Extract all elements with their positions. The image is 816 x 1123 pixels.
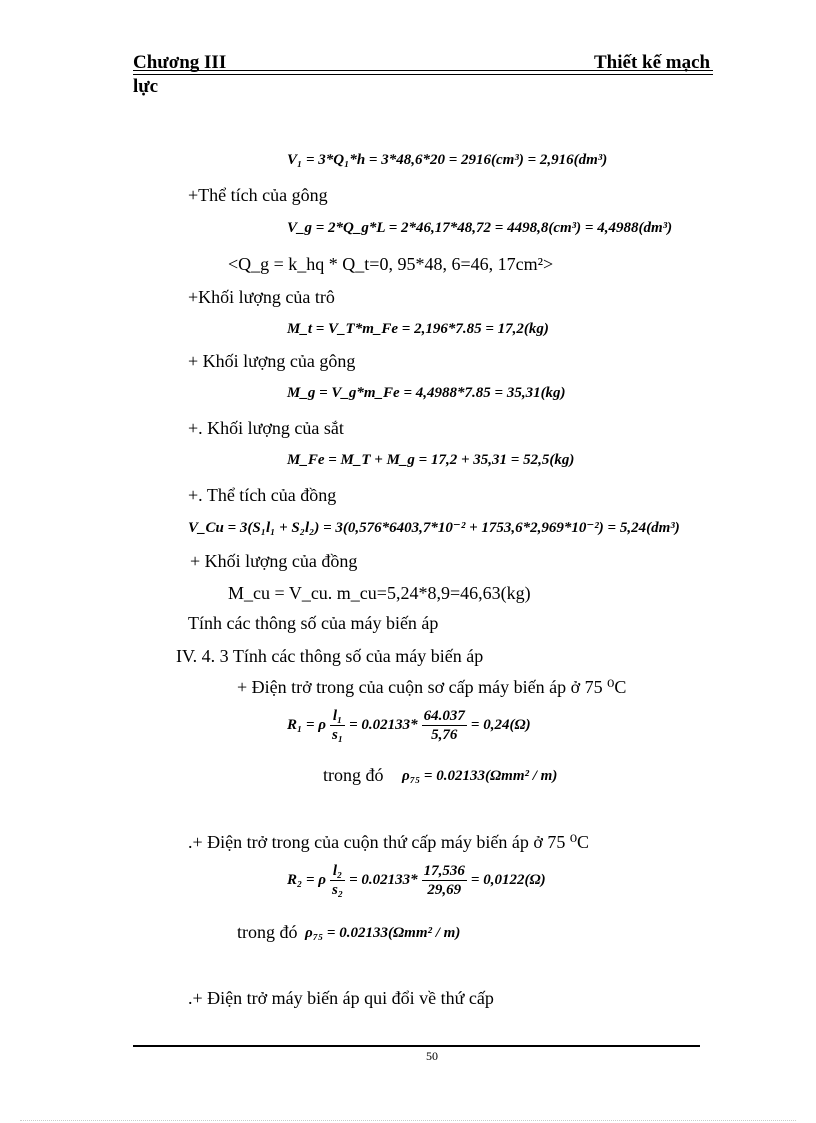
- r2-frac-den: s₂: [332, 882, 344, 898]
- equation-vt: V₁ = 3*Q₁*h = 3*48,6*20 = 2916(cm³) = 2,916(dm³): [287, 152, 608, 168]
- equation-vg: V_g = 2*Q_g*L = 2*46,17*48,72 = 4498,8(cm³) = 4,4988(dm³): [287, 220, 673, 236]
- r2-where: trong đó: [237, 922, 298, 942]
- vol-dong-label: +. Thể tích của đồng: [188, 485, 337, 505]
- mass-sat-label: +. Khối lượng của sắt: [188, 418, 344, 438]
- equation-r2: [287, 862, 546, 899]
- equation-mg: M_g = V_g*m_Fe = 4,4988*7.85 = 35,31(kg): [287, 385, 566, 401]
- chapter-title: Thiết kế mạch: [594, 52, 711, 73]
- vol-gong-label: +Thể tích của gông: [188, 185, 328, 205]
- footer-rule: [133, 1045, 700, 1047]
- r1-frac-den: s₁: [332, 727, 344, 743]
- r1-mid: = 0.02133*: [349, 717, 418, 733]
- r-ref-label: .+ Điện trở máy biến áp qui đổi về thứ cấp: [188, 988, 494, 1008]
- r1-fraction: [330, 707, 345, 744]
- page-number: 50: [426, 1049, 438, 1063]
- chapter-label: Chương III: [133, 52, 227, 73]
- r1-rhs: = 0,24(Ω): [470, 717, 531, 733]
- equation-r1: [287, 707, 531, 744]
- r1-fraction-2: [422, 707, 467, 744]
- r2-fraction-2: [422, 862, 467, 899]
- r2-rhs: = 0,0122(Ω): [470, 872, 546, 888]
- equation-vcu: V_Cu = 3(S₁l₁ + S₂l₂) = 3(0,576*6403,7*10⁻² + 1753,6*2,969*10⁻²) = 5,24(dm³): [188, 520, 680, 536]
- equation-mt: M_t = V_T*m_Fe = 2,196*7.85 = 17,2(kg): [287, 321, 549, 337]
- mass-gong-label: + Khối lượng của gông: [188, 351, 356, 371]
- mass-dong-label: + Khối lượng của đồng: [190, 551, 358, 571]
- r1-frac2-num: 64.037: [423, 708, 465, 724]
- mass-tru-label: +Khối lượng của trô: [188, 287, 335, 307]
- qg-note: <Q_g = k_hq * Q_t=0, 95*48, 6=46, 17cm²>: [228, 254, 554, 274]
- r2-mid: = 0.02133*: [349, 872, 418, 888]
- r1-rho: ρ₇₅ = 0.02133(Ωmm² / m): [402, 768, 558, 784]
- r2-frac-num: l₂: [330, 862, 345, 881]
- header-rule: [133, 70, 713, 71]
- section-heading: IV. 4. 3 Tính các thông số của máy biến áp: [176, 646, 484, 666]
- r2-fraction: [330, 862, 345, 899]
- r1-lhs: R₁ = ρ: [287, 717, 327, 733]
- r2-rho: ρ₇₅ = 0.02133(Ωmm² / m): [305, 925, 461, 941]
- r2-frac2-num: 17,536: [423, 863, 465, 879]
- chapter-title-cont: lực: [133, 76, 159, 97]
- params-line: Tính các thông số của máy biến áp: [188, 613, 439, 633]
- r1-frac-num: l₁: [330, 707, 345, 726]
- r2-label: .+ Điện trở trong của cuộn thứ cấp máy biến áp ở 75 ⁰C: [188, 832, 590, 852]
- header-rule-double: [133, 74, 713, 75]
- mcu-line: M_cu = V_cu. m_cu=5,24*8,9=46,63(kg): [228, 583, 531, 603]
- r1-label: + Điện trở trong của cuộn sơ cấp máy biến áp ở 75 ⁰C: [237, 677, 627, 697]
- r2-frac2-den: 29,69: [427, 882, 462, 898]
- r1-frac2-den: 5,76: [431, 727, 458, 743]
- r2-lhs: R₂ = ρ: [287, 872, 327, 888]
- page-edge-dots: [20, 1120, 796, 1121]
- equation-mfe: M_Fe = M_T + M_g = 17,2 + 35,31 = 52,5(kg): [287, 452, 575, 468]
- r1-where: trong đó: [323, 765, 384, 785]
